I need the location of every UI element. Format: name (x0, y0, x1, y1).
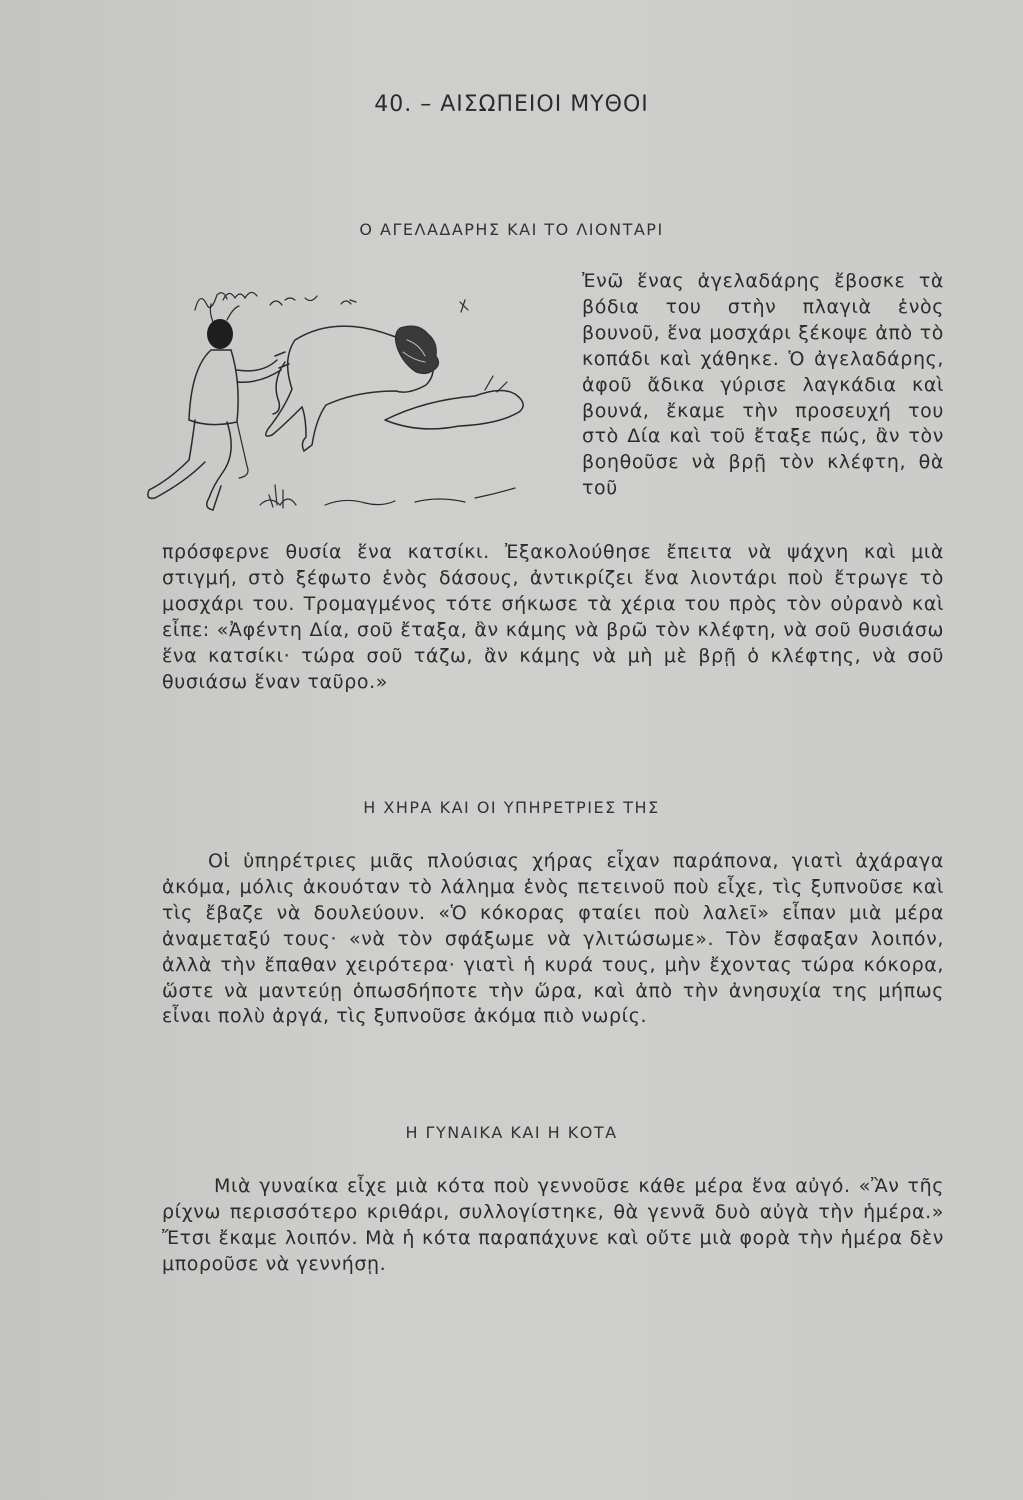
page-header: 40. – ΑΙΣΩΠΕΙΟΙ ΜΥΘΟΙ (374, 92, 649, 117)
story-text-woman-hen: Μιὰ γυναίκα εἶχε μιὰ κότα ποὺ γεννοῦσε κάθε μέρα ἕνα αὐγό. «Ἂν τῆς ρίχνω περισσότερο κριθάρι, συλλογίστηκε, θὰ γεννᾶ δυὸ αὐγὰ τὴν ἡμέρα.» Ἔτσι ἔκαμε λοιπόν. Μὰ ἡ κότα παραπάχυνε καὶ οὔτε μιὰ φορὰ τὴν ἡμέρα δὲν μποροῦσε νὰ γεννήσῃ. (162, 1175, 944, 1275)
story-text-widow-maids: Οἱ ὑπηρέτριες μιᾶς πλούσιας χήρας εἶχαν παράπονα, γιατὶ ἀχάραγα ἀκόμα, μόλις ἀκουόταν τὸ λάλημα ἑνὸς πετεινοῦ ποὺ εἶχε, τὶς ξυπνοῦσε καὶ τὶς ἔβαζε νὰ δουλεύουν. «Ὁ κόκορας φταίει ποὺ λαλεῖ» εἶπαν μιὰ μέρα ἀναμεταξύ τους· «νὰ τὸν σφάξωμε νὰ γλιτώσωμε». Τὸν ἔσφαξαν λοιπόν, ἀλλὰ τὴν ἔπαθαν χειρότερα· γιατὶ ἡ κυρά τους, μὴν ἔχοντας τώρα κόκορα, ὥστε νὰ μαντεύῃ ὁπωσδήποτε τὴν ὥρα, καὶ ἀπὸ τὴν ἀνησυχία της μήπως εἶναι πολὺ ἀργά, τὶς ξυπνοῦσε ἀκόμα πιὸ νωρίς. (162, 850, 944, 1028)
herdsman-lion-illustration-icon (145, 270, 545, 540)
story-title-herdsman-lion: Ο ΑΓΕΛΑΔΑΡΗΣ ΚΑΙ ΤΟ ΛΙΟΝΤΑΡΙ (359, 220, 664, 239)
story-text-herdsman-lion-part2: πρόσφερνε θυσία ἕνα κατσίκι. Ἐξακολούθησε ἔπειτα νὰ ψάχνη καὶ μιὰ στιγμή, στὸ ξέφωτο ἑνὸς δάσους, ἀντικρίζει ἕνα λιοντάρι ποὺ ἔτρωγε τὸ μοσχάρι του. Τρομαγμένος τότε σήκωσε τὰ χέρια του πρὸς τὸν οὐρανὸ καὶ εἶπε: «Ἀφέντη Δία, σοῦ ἔταξα, ἂν κάμης νὰ βρῶ τὸν κλέφτη, νὰ σοῦ θυσιάσω ἕνα κατσίκι· τώρα σοῦ τάζω, ἂν κάμης νὰ μὴ μὲ βρῇ ὁ κλέφτης, νὰ σοῦ θυσιάσω ἕναν ταῦρο.» (162, 541, 944, 693)
story-text-herdsman-lion-part1: Ἐνῶ ἕνας ἀγελαδάρης ἔβοσκε τὰ βόδια του στὴν πλαγιὰ ἑνὸς βουνοῦ, ἕνα μοσχάρι ξέκοψε ἀπὸ τὸ κοπάδι καὶ χάθηκε. Ὁ ἀγελαδάρης, ἀφοῦ ἄδικα γύρισε λαγκάδια καὶ βουνά, ἔκαμε τὴν προσευχή του στὸ Δία καὶ τοῦ ἔταξε πώς, ἂν τὸν βοηθοῦσε νὰ βρῇ τὸν κλέφτη, θὰ τοῦ (582, 270, 944, 500)
story-title-widow-maids: Η ΧΗΡΑ ΚΑΙ ΟΙ ΥΠΗΡΕΤΡΙΕΣ ΤΗΣ (363, 798, 660, 817)
story-title-woman-hen: Η ΓΥΝΑΙΚΑ ΚΑΙ Η ΚΟΤΑ (405, 1123, 618, 1142)
